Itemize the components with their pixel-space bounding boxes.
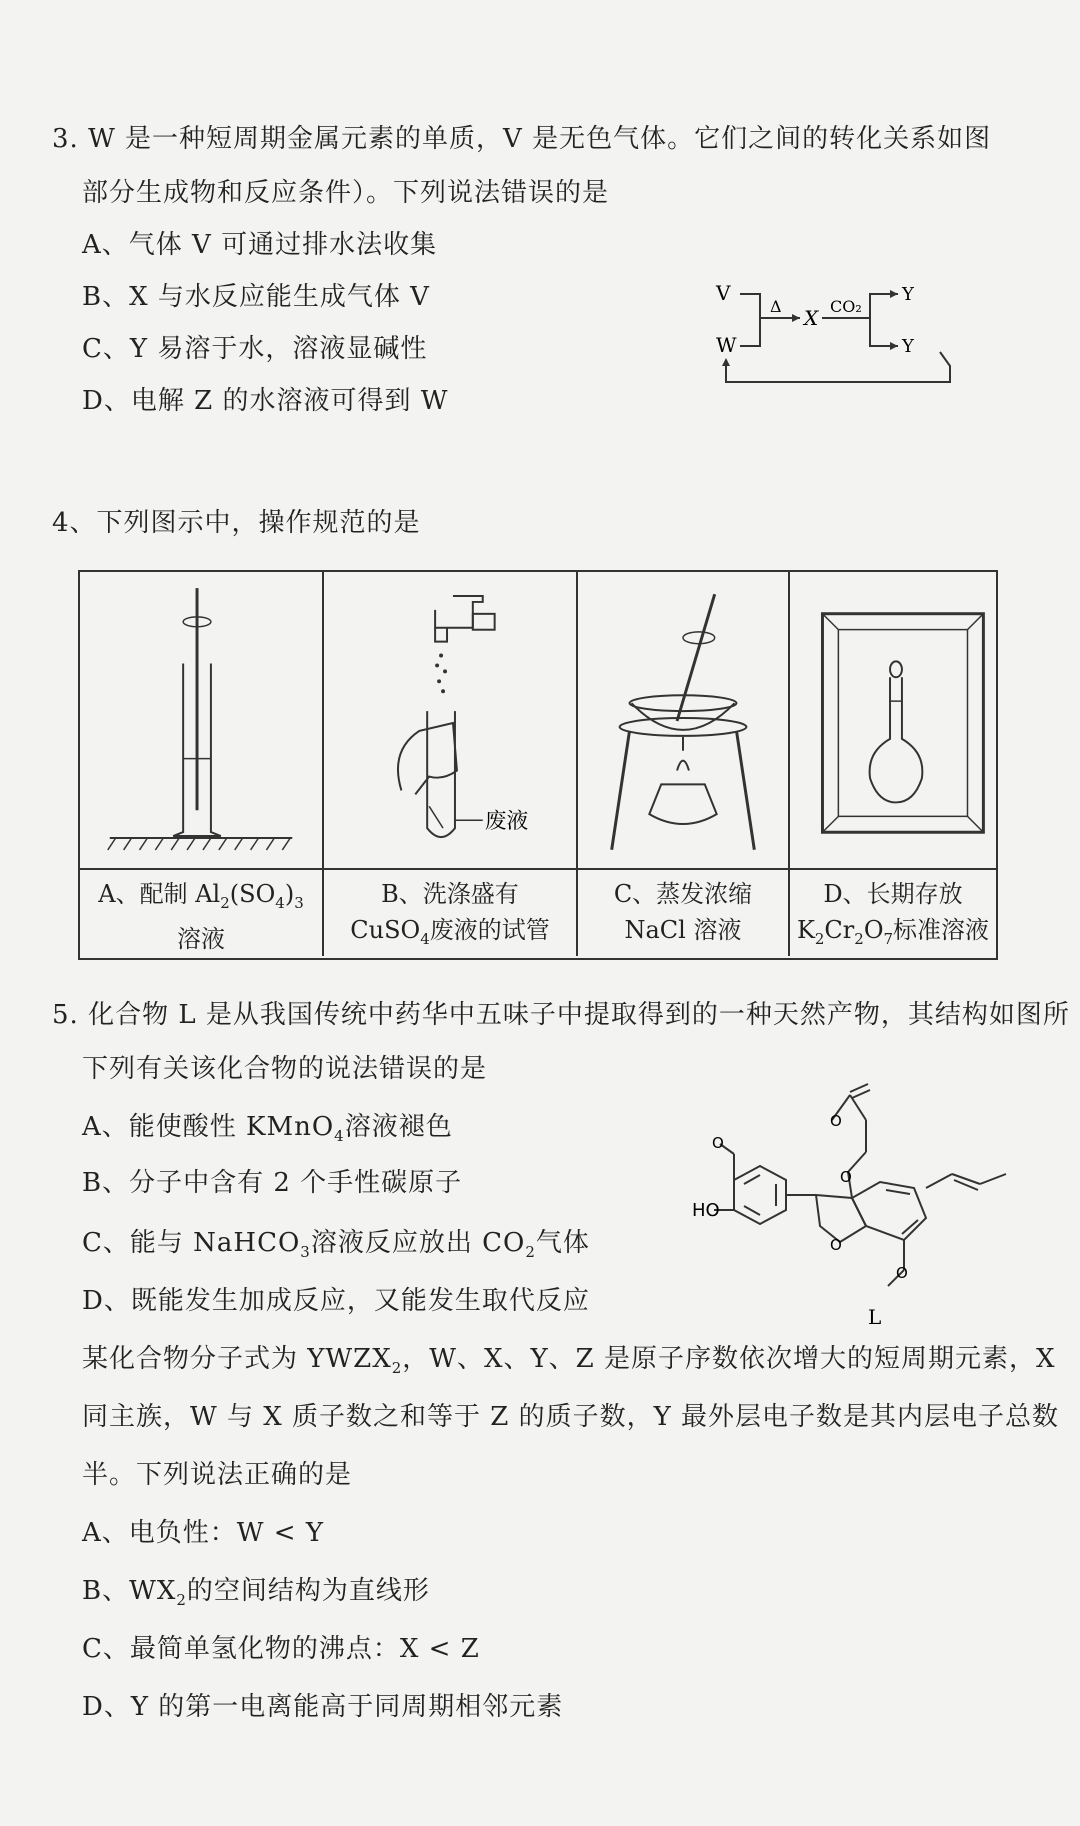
waste-liquid-label: 废液 [484, 809, 529, 835]
q5-stem-line1: 5. 化合物 L 是从我国传统中药华中五味子中提取得到的一种天然产物，其结构如图所 [52, 1000, 1070, 1030]
q6-option-a: A、电负性：W < Y [82, 1518, 324, 1548]
faucet-test-tube-figure [324, 572, 576, 870]
svg-text:O: O [896, 1264, 908, 1282]
svg-text:O: O [830, 1112, 842, 1130]
compound-label-l: L [868, 1305, 882, 1329]
q3-option-d: D、电解 Z 的水溶液可得到 W [82, 386, 449, 416]
graduated-cylinder-figure [80, 572, 322, 870]
q4-cell-b [324, 572, 578, 956]
q5-option-c: C、能与 NaHCO$_3$溶液反应放出 $CO_2$气体 [82, 1228, 590, 1262]
q5-option-a: A、能使酸性 KMnO$_4$溶液褪色 [82, 1112, 453, 1146]
q3-option-a: A、气体 V 可通过排水法收集 [82, 230, 438, 260]
q4-caption-c: C、蒸发浓缩 NaCl 溶液 [613, 880, 753, 944]
q4-cell-a [80, 572, 324, 956]
volumetric-flask-figure [790, 572, 996, 870]
q6-stem-line3: 半。下列说法正确的是 [82, 1460, 353, 1490]
svg-text:O: O [712, 1134, 724, 1152]
diagram-w: W [716, 333, 737, 357]
q5-option-b: B、分子中含有 2 个手性碳原子 [82, 1168, 463, 1198]
diagram-z: Y [902, 336, 914, 357]
q3-stem-line1: 3. W 是一种短周期金属元素的单质，V 是无色气体。它们之间的转化关系如图 [52, 124, 992, 154]
svg-text:O: O [840, 1168, 852, 1186]
q4-stem: 4、下列图示中，操作规范的是 [52, 508, 421, 538]
q4-options-table [78, 570, 998, 960]
q3-transformation-diagram [700, 270, 1000, 400]
q6-option-b: B、$WX_2$的空间结构为直线形 [82, 1576, 430, 1610]
q4-cell-c [578, 572, 790, 956]
q6-stem-line2: 同主族，W 与 X 质子数之和等于 Z 的质子数，Y 最外层电子数是其内层电子总数 [82, 1402, 1060, 1432]
svg-text:O: O [830, 1236, 842, 1254]
diagram-delta: Δ [770, 297, 782, 316]
q3-option-b: B、X 与水反应能生成气体 V [82, 282, 430, 312]
diagram-y: Y [902, 284, 914, 305]
q3-option-c: C、Y 易溶于水，溶液显碱性 [82, 334, 428, 364]
hydroxyl-label: HO [692, 1200, 720, 1221]
q5-stem-line2: 下列有关该化合物的说法错误的是 [82, 1054, 488, 1084]
q5-option-d: D、既能发生加成反应，又能发生取代反应 [82, 1286, 590, 1316]
q4-caption-b: B、洗涤盛有 CuSO$_4$废液的试管 [350, 880, 550, 948]
q3-stem-line2: 部分生成物和反应条件）。下列说法错误的是 [82, 178, 610, 208]
q4-caption-d: D、长期存放 $K_2Cr_2O_7$标准溶液 [796, 880, 990, 948]
q6-stem-line1: 某化合物分子式为 $YWZX_2$，W、X、Y、Z 是原子序数依次增大的短周期元素，X [82, 1344, 1056, 1378]
diagram-co2: CO₂ [830, 297, 862, 316]
q6-option-d: D、Y 的第一电离能高于同周期相邻元素 [82, 1692, 564, 1722]
diagram-x: X [804, 306, 819, 330]
q4-caption-a: A、配制 $Al_2(SO_4)_3$ 溶液 [98, 880, 304, 953]
diagram-v: V [716, 281, 731, 305]
compound-l-structure [690, 1080, 1010, 1340]
q6-option-c: C、最简单氢化物的沸点：X < Z [82, 1634, 480, 1664]
evaporating-dish-figure [578, 572, 788, 870]
q4-cell-d [790, 572, 996, 956]
